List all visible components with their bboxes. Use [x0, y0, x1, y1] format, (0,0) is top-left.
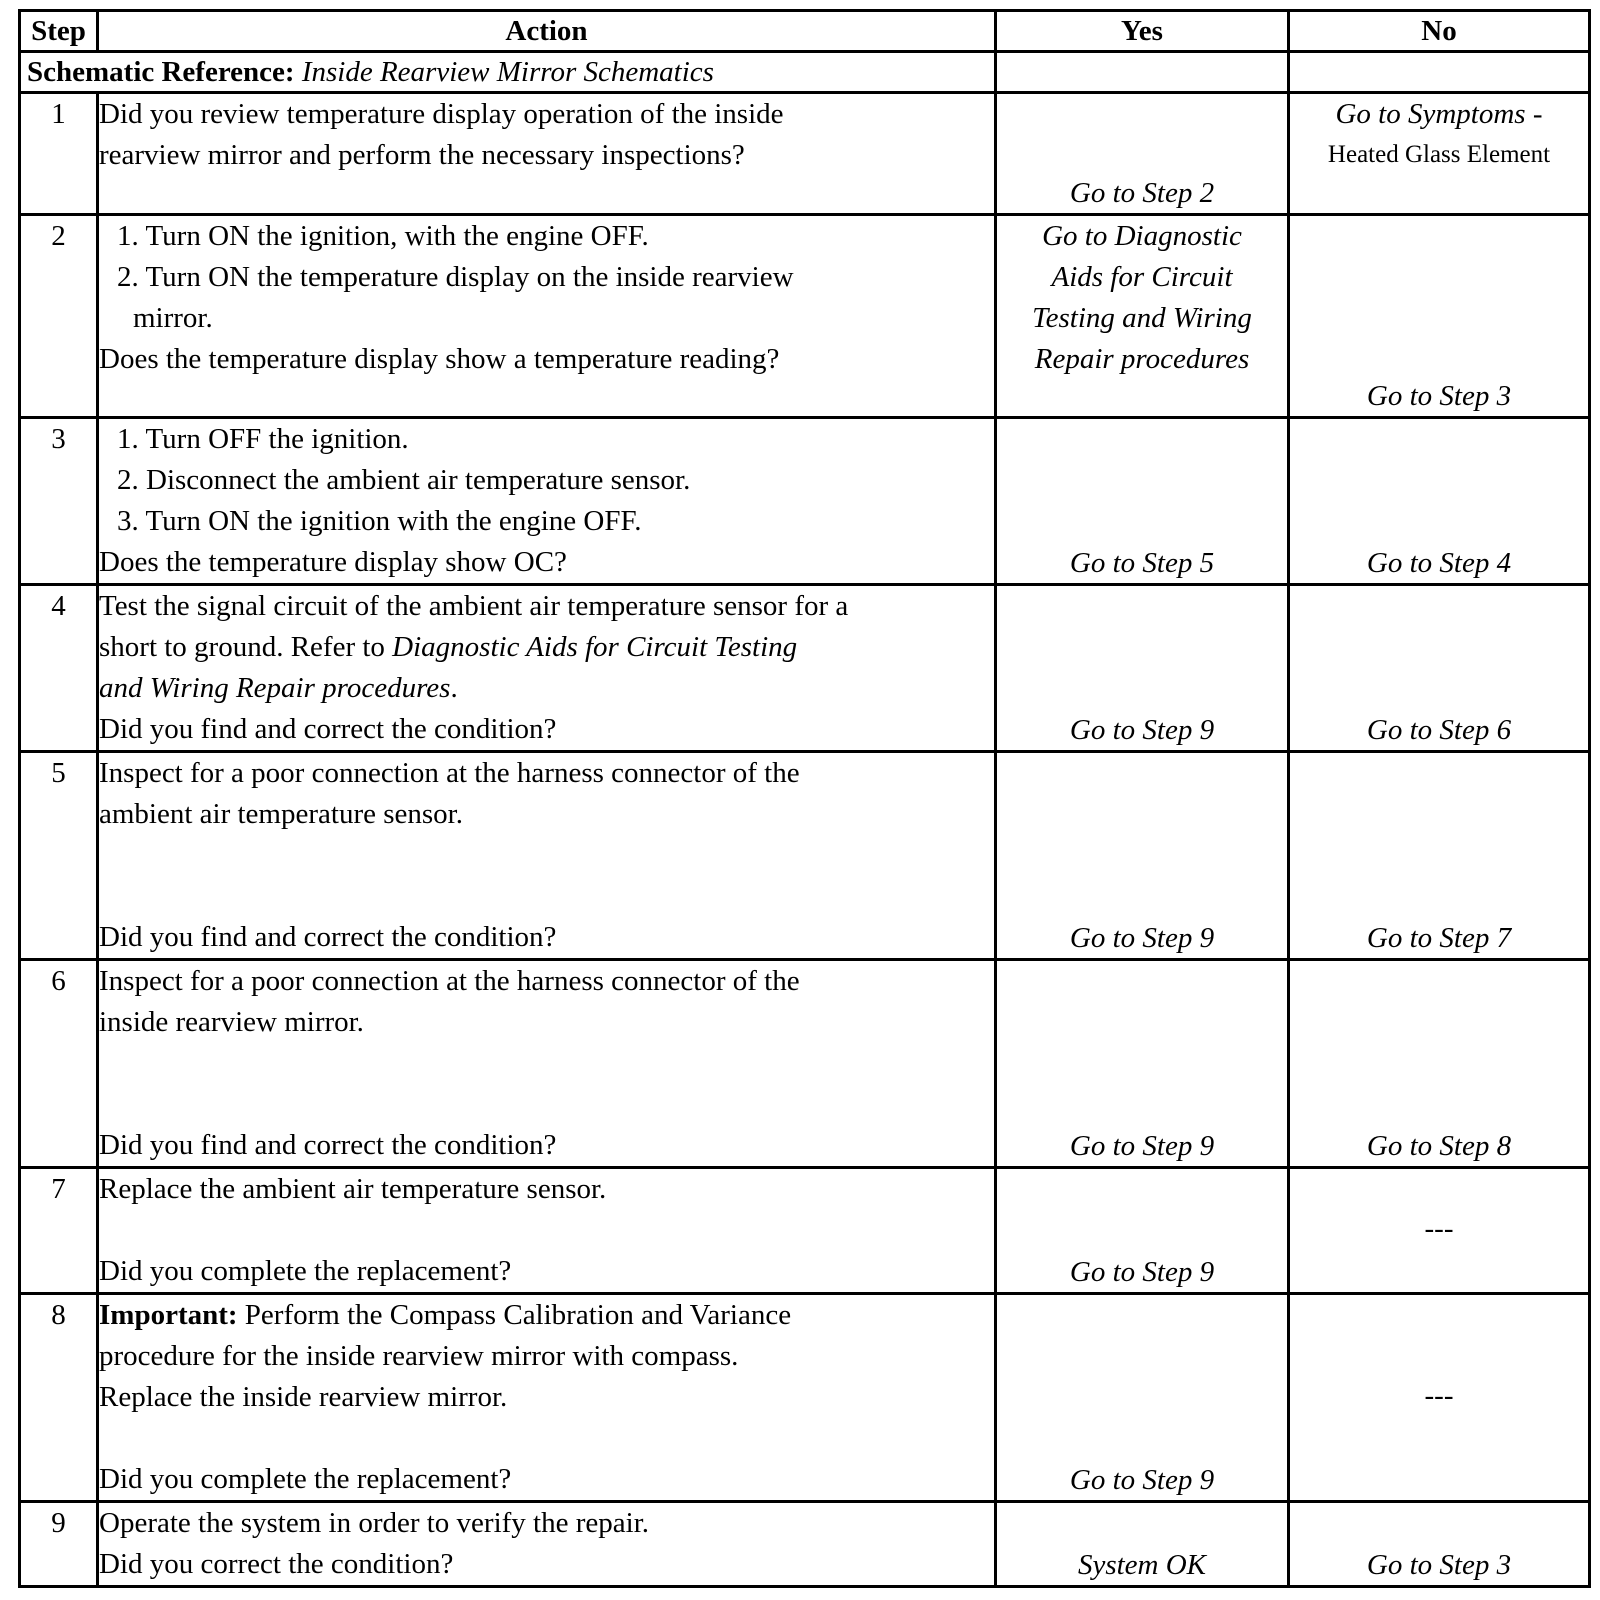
table-row-step-5 — [20, 752, 1590, 960]
step-number: 3 — [20, 418, 98, 585]
diagnostic-aids-link[interactable]: Diagnostic Aids for Circuit Testing — [392, 631, 798, 663]
step-number: 6 — [20, 960, 98, 1168]
no-link[interactable]: Go to Step 3 — [1366, 1549, 1512, 1581]
no-link[interactable]: Go to Symptoms - — [1335, 98, 1543, 130]
yes-cell — [996, 1168, 1289, 1294]
no-link[interactable]: Go to Step 6 — [1366, 714, 1512, 746]
no-cell — [1289, 752, 1590, 960]
yes-link[interactable]: Go to Step 9 — [1069, 1464, 1215, 1496]
table-row-step-9 — [20, 1502, 1590, 1587]
step-number: 8 — [20, 1294, 98, 1502]
yes-link[interactable]: Go to Step 9 — [1069, 714, 1215, 746]
step-number: 1 — [20, 93, 98, 215]
yes-cell — [996, 1502, 1289, 1587]
table-row-step-1 — [20, 93, 1590, 215]
no-link-detail: Heated Glass Element — [1327, 141, 1551, 168]
yes-link[interactable]: Go to Step 5 — [1069, 547, 1215, 579]
yes-cell — [996, 960, 1289, 1168]
table-row-step-8 — [20, 1294, 1590, 1502]
step-action: Inspect for a poor connection at the harness connector of the inside rearview mirror. Did you find and correct the condition? — [98, 960, 996, 1168]
no-cell — [1289, 1502, 1590, 1587]
step-number: 2 — [20, 215, 98, 418]
step-action: Important: Perform the Compass Calibration and Variance procedure for the inside rearview mirror with compass. Replace the inside rearview mirror. Did you complete the replacement? — [98, 1294, 996, 1502]
yes-cell — [996, 93, 1289, 215]
header-action: Action — [98, 11, 996, 52]
step-action: Operate the system in order to verify the repair. Did you correct the condition? — [98, 1502, 996, 1587]
no-cell — [1289, 418, 1590, 585]
table-row-step-2 — [20, 215, 1590, 418]
diagnostic-table — [18, 9, 1591, 1588]
no-cell — [1289, 585, 1590, 752]
step-number: 4 — [20, 585, 98, 752]
wiring-repair-link[interactable]: and Wiring Repair procedures — [99, 672, 451, 704]
no-cell — [1289, 93, 1590, 215]
table-row-step-3 — [20, 418, 1590, 585]
table-row-step-7 — [20, 1168, 1590, 1294]
schematic-reference-label: Schematic Reference: — [27, 56, 295, 88]
step-action: 1. Turn ON the ignition, with the engine OFF. 2. Turn ON the temperature display on the inside rearview mirror. Does the temperature display show a temperature reading? — [98, 215, 996, 418]
no-cell — [1289, 1168, 1590, 1294]
yes-cell — [996, 418, 1289, 585]
yes-cell — [996, 752, 1289, 960]
step-number: 5 — [20, 752, 98, 960]
no-value: --- — [1424, 1378, 1454, 1411]
yes-link[interactable]: Go to Step 2 — [1069, 177, 1215, 209]
no-link[interactable]: Go to Step 8 — [1366, 1130, 1512, 1162]
header-no: No — [1289, 11, 1590, 52]
yes-link[interactable]: System OK — [1077, 1549, 1207, 1581]
no-cell — [1289, 215, 1590, 418]
no-link[interactable]: Go to Step 3 — [1366, 380, 1512, 412]
yes-link[interactable]: Go to Diagnostic Aids for Circuit Testing and Wiring Repair procedures — [1032, 220, 1252, 375]
header-yes: Yes — [996, 11, 1289, 52]
yes-link[interactable]: Go to Step 9 — [1069, 1130, 1215, 1162]
step-number: 9 — [20, 1502, 98, 1587]
step-action: Replace the ambient air temperature sensor. Did you complete the replacement? — [98, 1168, 996, 1294]
no-link[interactable]: Go to Step 7 — [1366, 922, 1512, 954]
no-link[interactable]: Go to Step 4 — [1366, 547, 1512, 579]
step-action: Did you review temperature display operation of the inside rearview mirror and perform the necessary inspections? — [98, 93, 996, 215]
yes-cell — [996, 215, 1289, 418]
step-number: 7 — [20, 1168, 98, 1294]
step-action: Test the signal circuit of the ambient air temperature sensor for a short to ground. Refer to Diagnostic Aids for Circuit Testing and Wiring Repair procedures. Did you find and correct the condition? — [98, 585, 996, 752]
schematic-reference-row — [20, 52, 1590, 93]
no-value: --- — [1424, 1211, 1454, 1244]
schematic-reference-link[interactable]: Inside Rearview Mirror Schematics — [301, 56, 714, 88]
yes-cell — [996, 585, 1289, 752]
yes-cell — [996, 1294, 1289, 1502]
no-cell — [1289, 960, 1590, 1168]
yes-link[interactable]: Go to Step 9 — [1069, 1256, 1215, 1288]
step-action: Inspect for a poor connection at the harness connector of the ambient air temperature sensor. Did you find and correct the condition? — [98, 752, 996, 960]
table-header-row — [20, 11, 1590, 52]
important-label: Important: — [99, 1299, 238, 1331]
table-row-step-4 — [20, 585, 1590, 752]
table-row-step-6 — [20, 960, 1590, 1168]
step-action: 1. Turn OFF the ignition. 2. Disconnect the ambient air temperature sensor. 3. Turn ON the ignition with the engine OFF. Does the temperature display show OC? — [98, 418, 996, 585]
header-step: Step — [20, 11, 98, 52]
yes-link[interactable]: Go to Step 9 — [1069, 922, 1215, 954]
no-cell — [1289, 1294, 1590, 1502]
